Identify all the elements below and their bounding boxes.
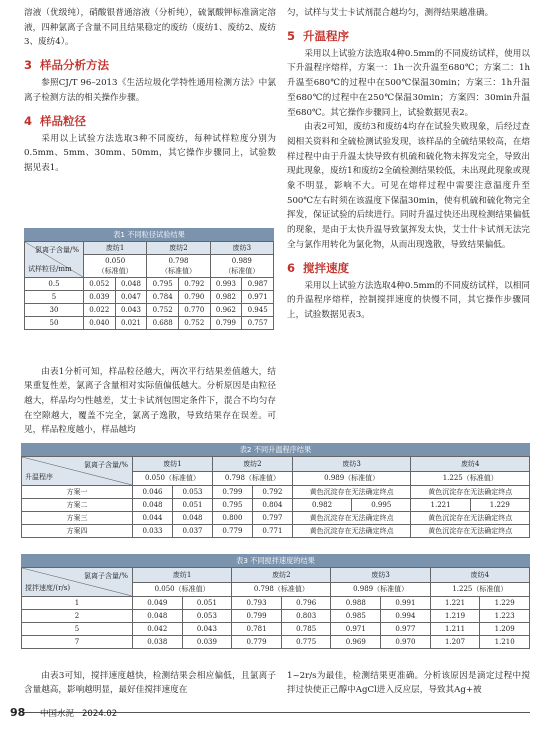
table-3 <box>21 554 530 649</box>
table-2-col-2: 废纺2 <box>212 457 292 472</box>
section-6-heading: 6 搅拌速度 <box>287 260 350 275</box>
table-1-std-3: 0.989 （标准值） <box>210 255 273 278</box>
table-note-cell: 黄色沉淀存在无法确定终点 <box>292 525 411 538</box>
paragraph-reagents: 溶液（优级纯），硝酸银普通溶液（分析纯），硫氰酸钾标准滴定溶液，四种氯离子含量不同且结果稳定的废纺（废纺1、废纺2、废纺3、废纺4）。 <box>24 8 276 48</box>
table-cell: 0.792 <box>252 486 292 499</box>
table-2-col-4: 废纺4 <box>411 457 530 472</box>
row-label: 7 <box>22 636 133 649</box>
paragraph-table-3-analysis: 由表3可知，搅拌速度越快，检测结果会相应偏低，且氯离子含量越高，影响越明显，最好佳搅拌速度在 <box>24 670 276 696</box>
table-cell: 0.033 <box>133 525 173 538</box>
section-4-heading: 4 样品粒径 <box>24 113 87 128</box>
table-3-col-3: 废纺3 <box>331 568 430 583</box>
table-cell: 0.752 <box>178 317 210 330</box>
table-2-std-3: 0.989（标准值） <box>292 471 411 486</box>
table-row <box>22 499 530 512</box>
table-2-title: 表2 不同升温程序结果 <box>21 443 530 456</box>
table-note-cell: 黄色沉淀存在无法确定终点 <box>411 486 530 499</box>
right-column <box>287 6 530 323</box>
table-cell: 0.796 <box>281 597 331 610</box>
page-footer <box>0 703 550 730</box>
table-cell: 0.040 <box>84 317 116 330</box>
table-cell: 0.969 <box>331 636 381 649</box>
table-cell: 0.047 <box>115 291 147 304</box>
table-3-std-1: 0.050（标准值） <box>133 582 232 597</box>
table-cell: 0.793 <box>232 597 282 610</box>
table-cell: 0.048 <box>172 512 212 525</box>
table-note-cell: 黄色沉淀存在无法确定终点 <box>292 512 411 525</box>
table-cell: 1.223 <box>480 610 530 623</box>
table-cell: 0.784 <box>147 291 179 304</box>
table-cell: 0.982 <box>292 499 351 512</box>
table-cell: 1.207 <box>430 636 480 649</box>
table-cell: 0.982 <box>210 291 242 304</box>
table-cell: 0.022 <box>84 304 116 317</box>
table-cell: 0.799 <box>232 610 282 623</box>
table-cell: 0.799 <box>212 486 252 499</box>
paragraph-table-2-analysis: 由表2可知，废纺3和废纺4均存在试验失败现象，后经过查阅相关资料和全硫检测试验发现，该样品的全硫结果较高，在熔样过程中由于升温太快导致有机硫和硫化物未挥发完全，导致出现此现象，废纺1和废纺2全硫检测结果较低，未出现此现象或现象不明显，影响不大。可见在熔样过程中需要注意温度升至500℃左右时须在该温度下保温30min，使有机硫和硫化物完全挥发，保证试验的后续进行。同时升温过快还出现检测结果偏低的现象，是由于太快升温导致氯挥发太快，艾士什卡试剂无法完全与氯作用转化为氯化物，从而出现逸散，导致结果偏低。 <box>287 122 530 250</box>
table-row <box>22 525 530 538</box>
table-cell: 0.987 <box>242 278 274 291</box>
table-cell: 0.044 <box>133 512 173 525</box>
table-cell: 0.042 <box>133 623 183 636</box>
table-cell: 0.757 <box>242 317 274 330</box>
table-cell: 0.688 <box>147 317 179 330</box>
table-cell: 0.771 <box>252 525 292 538</box>
table-cell: 1.229 <box>470 499 529 512</box>
table-cell: 0.038 <box>133 636 183 649</box>
table-cell: 0.945 <box>242 304 274 317</box>
table-2-std-2: 0.798（标准值） <box>212 471 292 486</box>
table-cell: 0.970 <box>381 636 431 649</box>
table-cell: 1.229 <box>480 597 530 610</box>
table-cell: 0.795 <box>212 499 252 512</box>
table-cell: 0.048 <box>133 610 183 623</box>
paragraph-table-1-analysis: 由表1分析可知，样品粒径越大，两次平行结果差值越大，结果重复性差，氯离子含量相对实际值偏低越大。分析原因是由粒径越大，样品均匀性越差，艾士卡试剂包围定条件下，混合不均匀存在空隙越大，覆盖不完全，氯离子逸散，导致结果存在误差。可见，样品粒度越小，样品越均 <box>24 366 276 436</box>
table-cell: 0.052 <box>84 278 116 291</box>
table-cell: 1.209 <box>480 623 530 636</box>
paragraph-heating: 采用以上试验方法选取4种0.5mm的不同废纺试样，使用以下升温程序熔样，方案一：1h一次升温至680℃；方案二：1h升温至680℃的过程中在500℃保温30min；方案三：1h升温至680℃的过程中在250℃保温30min；方案四：30min升温至680℃。其它操作步骤同上，试验数据见表2。 <box>287 48 530 118</box>
table-cell: 0.962 <box>210 304 242 317</box>
table-cell: 0.994 <box>381 610 431 623</box>
table-cell: 0.048 <box>115 278 147 291</box>
table-cell: 0.995 <box>352 499 411 512</box>
table-cell: 1.210 <box>480 636 530 649</box>
row-label: 50 <box>25 317 84 330</box>
paragraph-particle-size: 采用以上试验方法选取3种不同废纺，每种试样粒度分别为0.5mm、5mm、30mm、50mm，其它操作步骤同上，试验数据见表1。 <box>24 133 276 173</box>
row-label: 方案四 <box>22 525 133 538</box>
table-1-col-3: 废纺3 <box>210 242 273 255</box>
table-cell: 0.792 <box>178 278 210 291</box>
table-row <box>25 304 274 317</box>
table-cell: 0.799 <box>210 317 242 330</box>
paragraph-method: 参照CJ/T 96–2013《生活垃圾化学特性通用检测方法》中氯离子检测方法的相关操作步骤。 <box>24 78 276 103</box>
table-3-col-2: 废纺2 <box>232 568 331 583</box>
table-cell: 0.803 <box>281 610 331 623</box>
row-label: 方案三 <box>22 512 133 525</box>
table-cell: 0.985 <box>331 610 381 623</box>
table-cell: 0.775 <box>281 636 331 649</box>
paragraph-continued: 匀，试样与艾士卡试剂混合越均匀，测得结果越准确。 <box>287 8 494 18</box>
table-row <box>22 623 530 636</box>
table-cell: 1.221 <box>411 499 470 512</box>
table-cell: 0.977 <box>381 623 431 636</box>
table-cell: 0.051 <box>172 499 212 512</box>
table-3-corner: 氯离子含量/% 搅拌速度/(r/s) <box>22 568 133 597</box>
left-column <box>24 6 276 176</box>
table-cell: 0.039 <box>84 291 116 304</box>
table-cell: 0.770 <box>178 304 210 317</box>
table-3-std-3: 0.989（标准值） <box>331 582 430 597</box>
table-cell: 0.046 <box>133 486 173 499</box>
table-1-col-2: 废纺2 <box>147 242 210 255</box>
table-2-grid <box>21 456 530 538</box>
row-label: 30 <box>25 304 84 317</box>
section-5-heading: 5 升温程序 <box>287 28 350 43</box>
table-3-std-4: 1.225（标准值） <box>430 582 529 597</box>
table-cell: 0.800 <box>212 512 252 525</box>
table-cell: 0.048 <box>133 499 173 512</box>
row-label: 1 <box>22 597 133 610</box>
row-label: 2 <box>22 610 133 623</box>
table-cell: 0.795 <box>147 278 179 291</box>
row-label: 5 <box>22 623 133 636</box>
table-cell: 0.043 <box>182 623 232 636</box>
table-row <box>22 486 530 499</box>
table-1-std-1: 0.050 （标准值） <box>84 255 147 278</box>
row-label: 5 <box>25 291 84 304</box>
row-label: 方案二 <box>22 499 133 512</box>
section-3-heading: 3 样品分析方法 <box>24 58 110 73</box>
row-label: 0.5 <box>25 278 84 291</box>
table-cell: 0.991 <box>381 597 431 610</box>
table-3-title: 表3 不同搅拌速度的结果 <box>21 554 530 567</box>
table-cell: 0.049 <box>133 597 183 610</box>
table-cell: 0.053 <box>182 610 232 623</box>
table-1-title: 表1 不同粒径试验结果 <box>24 228 274 241</box>
table-row <box>22 636 530 649</box>
table-row <box>25 317 274 330</box>
table-row <box>22 512 530 525</box>
table-row <box>22 610 530 623</box>
table-cell: 1.219 <box>430 610 480 623</box>
table-3-std-2: 0.798（标准值） <box>232 582 331 597</box>
table-cell: 0.790 <box>178 291 210 304</box>
table-cell: 0.779 <box>232 636 282 649</box>
table-3-grid <box>21 567 530 649</box>
row-label: 方案一 <box>22 486 133 499</box>
table-cell: 0.971 <box>331 623 381 636</box>
table-note-cell: 黄色沉淀存在无法确定终点 <box>292 486 411 499</box>
table-2-std-4: 1.225（标准值） <box>411 471 530 486</box>
table-cell: 0.993 <box>210 278 242 291</box>
table-cell: 0.988 <box>331 597 381 610</box>
paragraph-stirring: 采用以上试验方法选取4种0.5mm的不同废纺试样，以相同的升温程序熔样，控制搅拌速度的快慢不同，其它操作步骤同上，试验数据见表3。 <box>287 280 530 320</box>
table-cell: 0.039 <box>182 636 232 649</box>
paragraph-stirring-conclusion: 1~2r/s为最佳，检测结果更准确。分析该原因是滴定过程中搅拌过快使正己醇中AgCl进入反应层，导致其Ag+被 <box>287 670 530 696</box>
table-cell: 0.752 <box>147 304 179 317</box>
table-cell: 0.781 <box>232 623 282 636</box>
table-cell: 0.037 <box>172 525 212 538</box>
table-cell: 0.804 <box>252 499 292 512</box>
table-cell: 0.785 <box>281 623 331 636</box>
table-1-std-2: 0.798 （标准值） <box>147 255 210 278</box>
table-cell: 0.971 <box>242 291 274 304</box>
table-1-grid <box>24 241 274 330</box>
table-1 <box>24 228 274 330</box>
table-2-col-3: 废纺3 <box>292 457 411 472</box>
table-1-col-1: 废纺1 <box>84 242 147 255</box>
table-note-cell: 黄色沉淀存在无法确定终点 <box>411 525 530 538</box>
table-3-col-1: 废纺1 <box>133 568 232 583</box>
table-cell: 0.051 <box>182 597 232 610</box>
table-row <box>22 597 530 610</box>
table-cell: 0.053 <box>172 486 212 499</box>
table-cell: 1.221 <box>430 597 480 610</box>
table-2-std-1: 0.050（标准值） <box>133 471 213 486</box>
table-note-cell: 黄色沉淀存在无法确定终点 <box>411 512 530 525</box>
table-2-col-1: 废纺1 <box>133 457 213 472</box>
table-cell: 0.779 <box>212 525 252 538</box>
table-cell: 0.043 <box>115 304 147 317</box>
table-1-corner: 氯离子含量/% 试样粒径/mm <box>25 242 84 278</box>
table-row <box>25 278 274 291</box>
page-number: 98 <box>10 706 26 719</box>
table-cell: 1.211 <box>430 623 480 636</box>
table-3-col-4: 废纺4 <box>430 568 529 583</box>
table-row <box>25 291 274 304</box>
table-2 <box>21 443 530 538</box>
table-cell: 0.797 <box>252 512 292 525</box>
table-2-corner: 氯离子含量/% 升温程序 <box>22 457 133 486</box>
table-cell: 0.021 <box>115 317 147 330</box>
journal-name: 中国水泥 2024.02 <box>40 709 118 719</box>
